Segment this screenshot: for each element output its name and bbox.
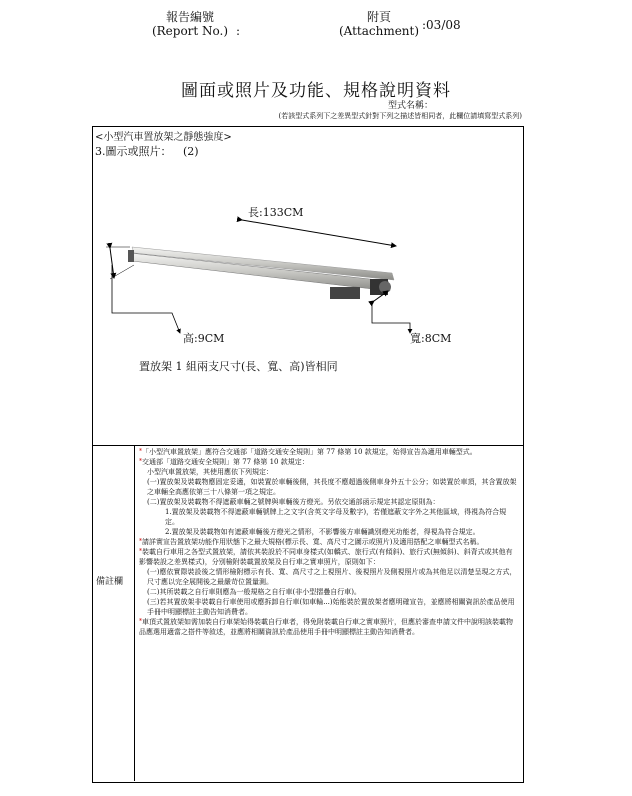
report-label-zh: 報告編號 xyxy=(165,10,214,24)
remarks-column-divider xyxy=(134,445,135,781)
note-text: 1.置放架及裝載物不得遮蔽車輛號牌上之文字(含英文字母及數字)，若僅遮蔽文字外之其他區域，得視為符合規定。 xyxy=(165,508,507,526)
width-leader-line xyxy=(372,305,410,333)
note-text: 車頂式置放架如需加裝自行車架始得裝載自行車者，得免附裝載自行車之實車照片，但應於審查申請文件中說明該裝載物品應選用適當之搭件等敘述，並應將相關資訊於產品使用手冊中明顯標註主動告知消費者。 xyxy=(139,618,513,636)
note-marker: * xyxy=(139,538,142,545)
note-text: 2.置放架及裝載物如有遮蔽車輛後方燈光之情形，不影響後方車輛識別燈光功能者，得視為符合規定。 xyxy=(165,528,480,536)
remarks-label: 備註欄 xyxy=(96,577,124,587)
remark-note xyxy=(139,617,519,637)
page-title: 圖面或照片及功能、規格說明資料 xyxy=(181,81,451,101)
rack-foot-right-1 xyxy=(330,287,360,299)
note-text: (一)置放架及裝載物應固定妥適，如裝置於車輛後側，其長度不應超過後側車身外五十公分；如裝置於車頂，其含置放架之車輛全高應依第三十八條第一項之規定。 xyxy=(147,478,517,496)
model-name-label: 型式名稱： xyxy=(388,101,434,111)
remark-note xyxy=(139,507,519,527)
note-text: (二)置放架及裝載物不得遮蔽車輛之號牌與車輛後方燈光。另依交通部函示規定其認定原則為： xyxy=(147,498,440,506)
figure-caption: 置放架 1 組兩支尺寸(長、寬、高)皆相同 xyxy=(139,360,338,373)
height-leader-line xyxy=(112,265,180,333)
attachment-label-zh: 附頁 xyxy=(366,10,391,24)
remark-note xyxy=(139,527,519,537)
attachment-label-en: (Attachment) xyxy=(338,24,420,38)
length-label: 長:133CM xyxy=(248,206,304,219)
note-text: 小型汽車置放架，其使用應依下列規定： xyxy=(147,468,273,476)
remark-note xyxy=(139,547,519,567)
series-note: (若該型式系列下之差異型式針對下列之描述皆相同者，此欄位請填寫型式系列) xyxy=(278,112,522,120)
width-label: 寬:8CM xyxy=(410,332,452,345)
remark-note xyxy=(139,537,519,547)
remark-note xyxy=(139,447,519,457)
note-text: 「小型汽車置放架」應符合交通部「道路交通安全規則」第 77 條第 10 款規定，始得宣告為適用車輛型式。 xyxy=(142,448,477,456)
length-dimension-line xyxy=(242,220,396,246)
section-subheading xyxy=(95,143,199,159)
note-text: 交通部「道路交通安全規則」第 77 條第 10 款規定： xyxy=(142,458,309,466)
remarks-divider xyxy=(92,445,523,446)
subheading-number: (2) xyxy=(183,145,199,158)
height-label: 高:9CM xyxy=(183,332,225,345)
note-text: (二)其所裝載之自行車則應為一般規格之自行車(非小型摺疊自行車)。 xyxy=(147,588,361,596)
note-text: 請詳實宣告置放架功能作用狀態下之最大規格(標示長、寬、高尺寸之圖示或照片)及適用搭配之車輛型式名稱。 xyxy=(142,538,484,546)
rack-foot-left xyxy=(128,250,134,262)
remark-note xyxy=(139,457,519,467)
remark-note xyxy=(139,467,519,477)
note-marker: * xyxy=(139,548,142,555)
remark-note xyxy=(139,587,519,597)
page-number: :03/08 xyxy=(422,18,461,32)
remark-note xyxy=(139,497,519,507)
report-label-en: (Report No.) xyxy=(151,24,229,38)
note-text: (三)若其置放架非裝載自行車使用或應拆卸自行車(如車輪...)始能裝於置放架者應明確宣告，並應將相關資訊於產品使用手冊中明顯標註主動告知消費者。 xyxy=(147,598,515,616)
roof-rack-figure xyxy=(92,195,522,375)
report-colon: : xyxy=(236,24,241,38)
rack-end-cap xyxy=(379,281,391,293)
note-text: (一)應依實際裝設後之情形檢附標示有長、寬、高尺寸之上視照片、後視照片及側視照片或為其他足以清楚呈現之方式，尺寸應以完全展開後之最嚴苛位置量測。 xyxy=(147,568,517,586)
remark-note xyxy=(139,597,519,617)
note-marker: * xyxy=(139,448,142,455)
note-text: 裝載自行車用之各型式置放架，請依其裝設於不同車身樣式(如轎式、旅行式(有傾斜)、旅行式(無傾斜)、斜背式或其他有影響裝設之差異樣式)，分別檢附裝載置放架及自行車之實車照片，原則如下： xyxy=(139,548,513,566)
section-heading: <小型汽車置放架之靜態強度> xyxy=(95,132,232,143)
remarks-notes xyxy=(139,447,519,637)
subheading-text: 3.圖示或照片： xyxy=(95,145,172,158)
remark-note xyxy=(139,477,519,497)
remark-note xyxy=(139,567,519,587)
note-marker: * xyxy=(139,458,142,465)
note-marker: * xyxy=(139,618,142,625)
